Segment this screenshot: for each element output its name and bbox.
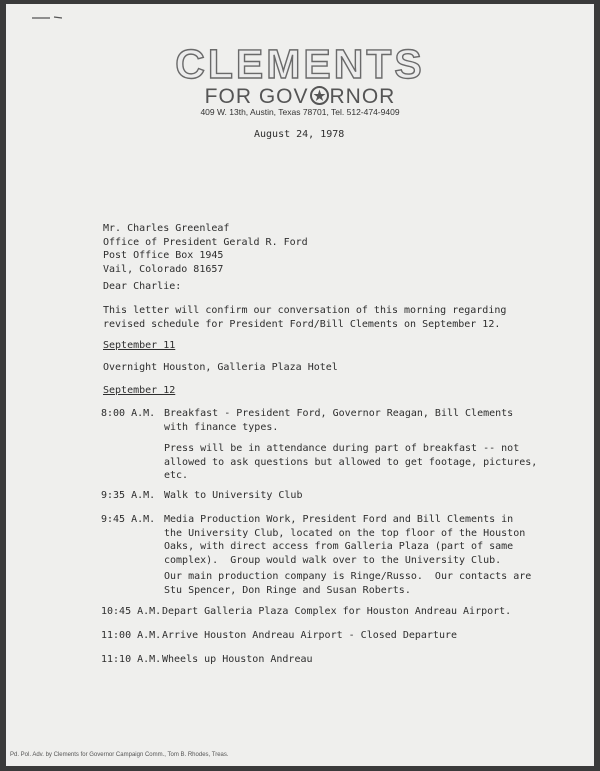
- schedule-entry-line: Wheels up Houston Andreau: [162, 654, 313, 665]
- schedule-time: 9:35 A.M.: [101, 490, 156, 501]
- schedule-entry: [162, 605, 511, 619]
- schedule-entry-line: Oaks, with direct access from Galleria Plaza (part of same: [164, 541, 514, 553]
- schedule-entry-line: Our main production company is Ringe/Russo. Our contacts are: [164, 571, 532, 582]
- recipient-line: Office of President Gerald R. Ford: [103, 236, 308, 248]
- letterhead-subtitle-left: FOR GOV: [204, 85, 309, 108]
- overnight-line: Overnight Houston, Galleria Plaza Hotel: [103, 362, 338, 373]
- heading-september-11: September 11: [103, 340, 176, 351]
- schedule-entry-line: Media Production Work, President Ford and Bill Clements in: [164, 514, 514, 525]
- schedule-entry-line: Breakfast - President Ford, Governor Reagan, Bill Clements: [164, 408, 514, 419]
- intro-line: revised schedule for President Ford/Bill Clements on September 12.: [103, 318, 501, 330]
- salutation: Dear Charlie:: [103, 281, 182, 292]
- schedule-entry-line: etc.: [164, 470, 189, 482]
- schedule-time: 11:10 A.M.: [101, 654, 162, 665]
- schedule-entry: [164, 407, 513, 434]
- recipient-line: Vail, Colorado 81657: [103, 263, 224, 275]
- letterhead-subtitle: [0, 84, 600, 107]
- letter-page: [6, 4, 594, 766]
- schedule-entry: [164, 513, 525, 567]
- schedule-entry: [164, 570, 531, 597]
- heading-september-12: September 12: [103, 385, 176, 396]
- schedule-time: 10:45 A.M.: [101, 606, 162, 617]
- schedule-entry-line: Press will be in attendance during part of breakfast -- not: [164, 443, 520, 454]
- star-icon: [310, 86, 329, 105]
- footer-disclaimer: Pd. Pol. Adv. by Clements for Governor Campaign Comm., Tom B. Rhodes, Treas.: [10, 752, 229, 758]
- intro-paragraph: [103, 304, 506, 331]
- schedule-entry-line: the University Club, located on the top floor of the Houston: [164, 527, 526, 539]
- schedule-entry-line: Arrive Houston Andreau Airport - Closed Departure: [162, 630, 458, 641]
- schedule-time: 8:00 A.M.: [101, 408, 156, 419]
- schedule-entry-line: Depart Galleria Plaza Complex for Houston Andreau Airport.: [162, 606, 512, 617]
- schedule-entry-line: Walk to University Club: [164, 490, 303, 501]
- recipient-line: Mr. Charles Greenleaf: [103, 223, 230, 234]
- schedule-time: 9:45 A.M.: [101, 514, 156, 525]
- schedule-entry-line: Stu Spencer, Don Ringe and Susan Roberts.: [164, 584, 411, 596]
- schedule-entry-line: with finance types.: [164, 421, 279, 433]
- letterhead-title: CLEMENTS: [175, 41, 425, 87]
- schedule-entry: [162, 629, 457, 643]
- schedule-entry: [164, 442, 537, 483]
- letter-date: August 24, 1978: [254, 129, 345, 140]
- recipient-block: [103, 222, 308, 276]
- schedule-entry: [162, 653, 313, 667]
- letterhead-subtitle-right: RNOR: [329, 85, 396, 108]
- intro-line: This letter will confirm our conversation of this morning regarding: [103, 305, 507, 316]
- recipient-line: Post Office Box 1945: [103, 250, 224, 262]
- schedule-time: 11:00 A.M.: [101, 630, 162, 641]
- schedule-entry-line: allowed to ask questions but allowed to get footage, pictures,: [164, 456, 538, 468]
- schedule-entry-line: complex). Group would walk over to the University Club.: [164, 554, 502, 566]
- stray-pen-mark: [32, 16, 62, 20]
- schedule-entry: [164, 489, 302, 503]
- letterhead-address: 409 W. 13th, Austin, Texas 78701, Tel. 512-474-9409: [200, 107, 400, 117]
